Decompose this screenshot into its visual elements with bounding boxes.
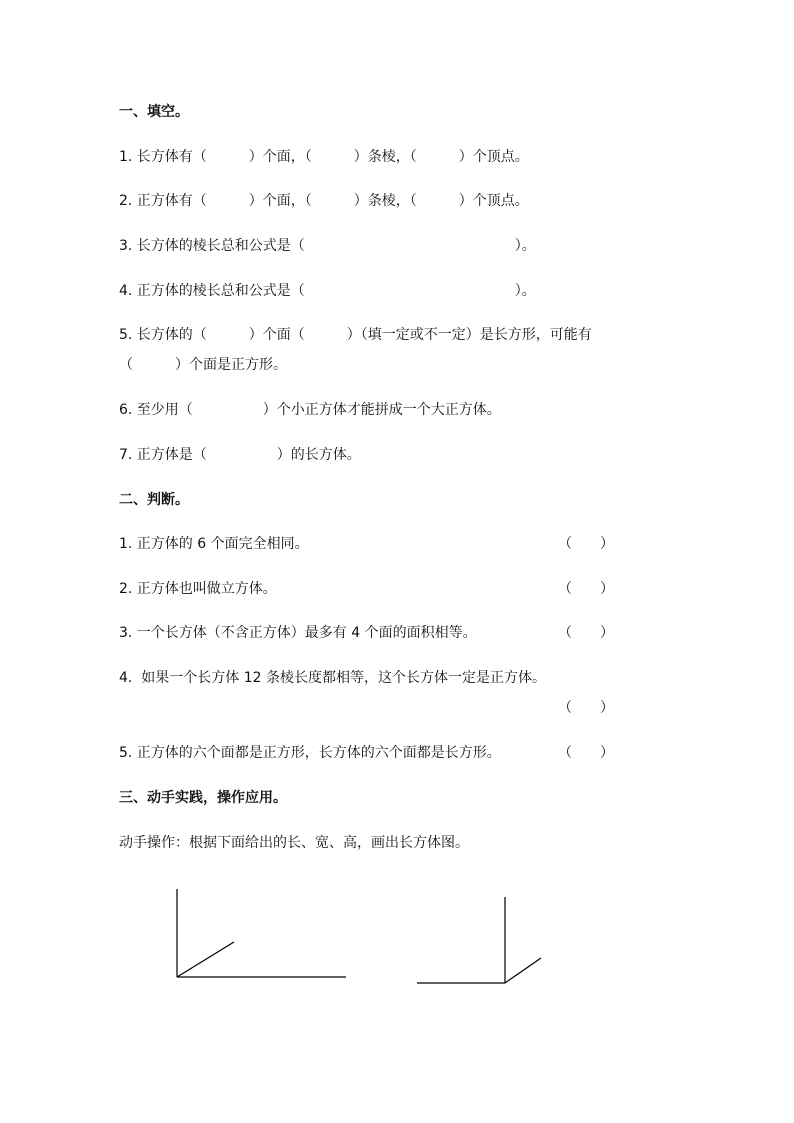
left-width-line [177, 942, 234, 977]
judge-answer-blank-4: （ ） [558, 700, 614, 716]
figure-right-axes [417, 897, 541, 983]
section2-title: 二、判断。 [119, 492, 189, 508]
right-width-line [505, 958, 541, 983]
fill-question-5: 5. 长方体的（ ）个面（ ）（填一定或不一定）是长方形，可能有 [119, 327, 592, 343]
figure-left-axes [177, 889, 346, 977]
fill-question-7: 7. 正方体是（ ）的长方体。 [119, 447, 361, 463]
section3-title: 三、动手实践，操作应用。 [119, 790, 287, 806]
fill-question-6: 6. 至少用（ ）个小正方体才能拼成一个大正方体。 [119, 402, 501, 418]
judge-question-5: 5. 正方体的六个面都是正方形，长方体的六个面都是长方形。 [119, 745, 501, 761]
judge-answer-blank-1: （ ） [558, 536, 614, 552]
judge-question-1: 1. 正方体的 6 个面完全相同。 [119, 536, 309, 552]
judge-question-3: 3. 一个长方体（不含正方体）最多有 4 个面的面积相等。 [119, 625, 477, 641]
fill-question-3: 3. 长方体的棱长总和公式是（ ）。 [119, 238, 536, 254]
fill-question-1: 1. 长方体有（ ）个面，（ ）条棱，（ ）个顶点。 [119, 149, 529, 165]
judge-question-4: 4. 如果一个长方体 12 条棱长度都相等，这个长方体一定是正方体。 [119, 670, 546, 686]
fill-question-4: 4. 正方体的棱长总和公式是（ ）。 [119, 283, 536, 299]
fill-question-2: 2. 正方体有（ ）个面，（ ）条棱，（ ）个顶点。 [119, 193, 529, 209]
judge-answer-blank-3: （ ） [558, 625, 614, 641]
judge-question-2: 2. 正方体也叫做立方体。 [119, 581, 277, 597]
judge-answer-blank-2: （ ） [558, 581, 614, 597]
fill-question-5-continued: （ ）个面是正方形。 [119, 357, 287, 373]
judge-answer-blank-5: （ ） [558, 745, 614, 761]
section3-instruction: 动手操作：根据下面给出的长、宽、高，画出长方体图。 [119, 835, 469, 851]
section1-title: 一、填空。 [119, 104, 189, 120]
